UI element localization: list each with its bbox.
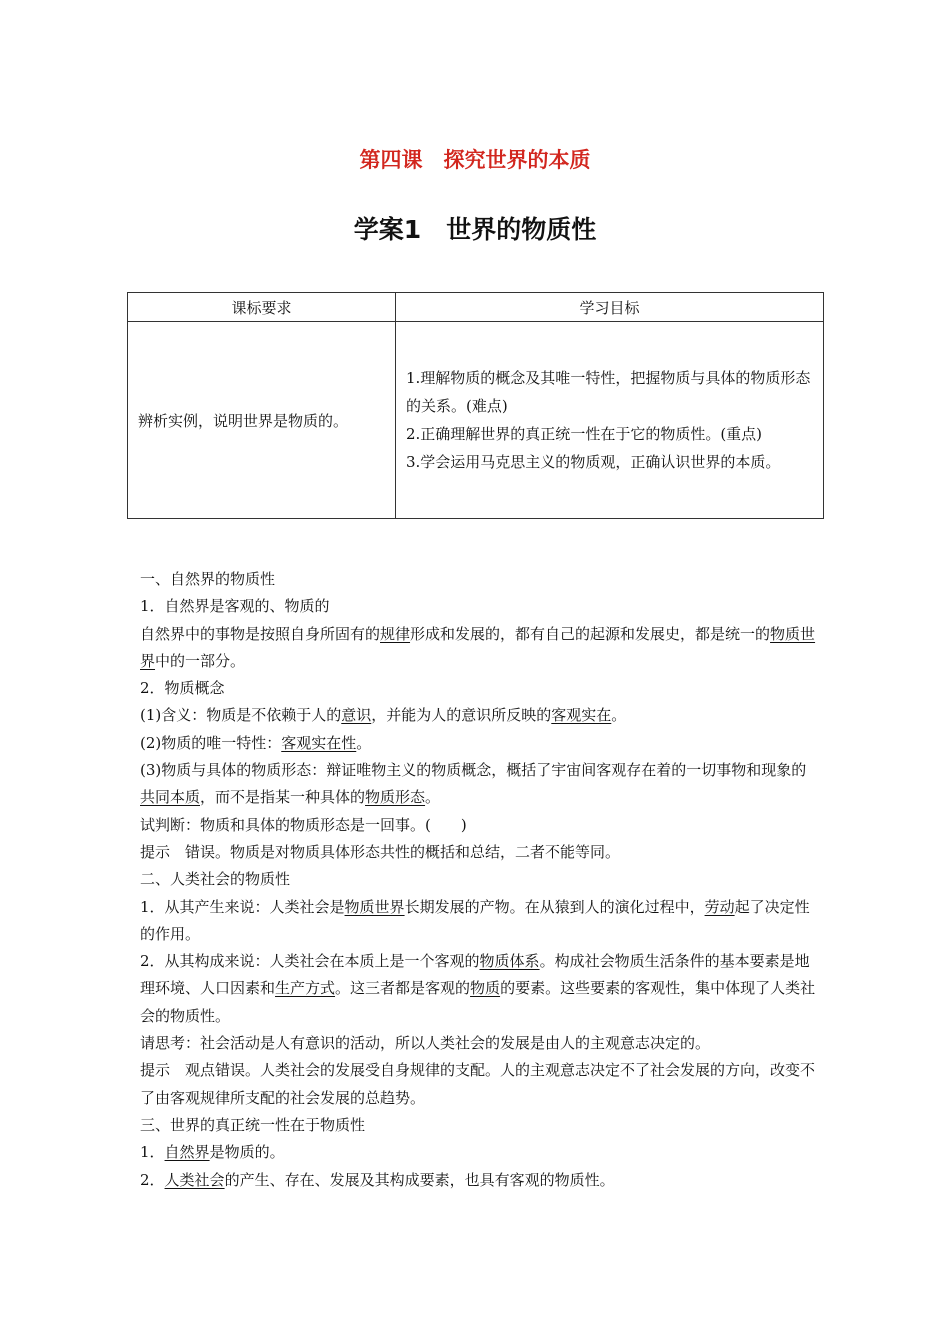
text: 1．: [140, 1143, 165, 1162]
text: 的要素。这些要素的客观性，集中体现了人类社会的物质性。: [140, 979, 816, 1025]
text: 。: [425, 788, 441, 807]
text: ，而不是指某一种具体的: [200, 788, 366, 807]
text: (3)物质与具体的物质形态：辩证唯物主义的物质概念，概括了宇宙间客观存在着的一切事物和现象的: [140, 761, 807, 780]
goal-item: 1.理解物质的概念及其唯一特性，把握物质与具体的物质形态的关系。(难点): [406, 369, 811, 415]
paragraph: [140, 1139, 820, 1166]
quiz-question: 试判断：物质和具体的物质形态是一回事。( ): [140, 815, 467, 834]
text: 。构成社会物质生活条件的基本要素是地理环境、人口因素和: [140, 952, 810, 998]
text: 2．从其构成来说：人类社会在本质上是一个客观的: [140, 952, 480, 971]
text: 起了决定性的作用。: [140, 897, 810, 943]
goal-item: 2.正确理解世界的真正统一性在于它的物质性。(重点): [406, 425, 763, 443]
paragraph: [140, 948, 820, 1030]
text: (1)含义：物质是不依赖于人的: [140, 706, 342, 725]
blank-answer: 劳动: [704, 897, 735, 916]
blank-answer: 物质形态: [365, 788, 426, 807]
text: 。: [356, 733, 372, 752]
requirement-cell: 辨析实例，说明世界是物质的。: [128, 322, 396, 519]
blank-answer: 客观实在性: [281, 733, 357, 752]
blank-answer: 客观实在: [551, 706, 612, 725]
paragraph: [140, 1167, 820, 1194]
section-heading: 二、人类社会的物质性: [140, 870, 291, 889]
hint: 提示 观点错误。人类社会的发展受自身规律的支配。人的主观意志决定不了社会发展的方向，改变不了由客观规律所支配的社会发展的总趋势。: [140, 1061, 816, 1107]
blank-answer: 物质世界: [140, 624, 816, 670]
table-body-row: [128, 322, 824, 519]
lesson-content: [140, 566, 820, 1194]
text: 长期发展的产物。在从猿到人的演化过程中，: [404, 897, 705, 916]
header-curriculum-requirement: 课标要求: [128, 293, 396, 322]
blank-answer: 物质世界: [344, 897, 405, 916]
section-heading: 三、世界的真正统一性在于物质性: [140, 1115, 366, 1134]
blank-answer: 物质: [470, 979, 501, 998]
text: 是物质的。: [209, 1143, 285, 1162]
think-question: 请思考：社会活动是人有意识的活动，所以人类社会的发展是由人的主观意志决定的。: [140, 1034, 711, 1053]
lesson-title: 学案1 世界的物质性: [353, 215, 597, 244]
table-header-row: [128, 293, 824, 322]
section-heading: 一、自然界的物质性: [140, 570, 276, 588]
paragraph: [140, 702, 820, 729]
paragraph: [140, 730, 820, 757]
text: 。: [611, 706, 627, 725]
blank-answer: 物质体系: [479, 952, 540, 971]
header-learning-goals: 学习目标: [396, 293, 824, 322]
objectives-table: [127, 292, 824, 519]
paragraph: 2．物质概念: [140, 679, 225, 698]
text: (2)物质的唯一特性：: [140, 733, 282, 752]
text: 形成和发展的，都有自己的起源和发展史，都是统一的: [410, 624, 771, 643]
text: 中的一部分。: [155, 651, 246, 670]
text: 2．: [140, 1170, 165, 1189]
goal-item: 3.学会运用马克思主义的物质观，正确认识世界的本质。: [406, 453, 781, 471]
blank-answer: 意识: [341, 706, 372, 725]
paragraph: 1．自然界是客观的、物质的: [140, 597, 330, 616]
text: 自然界中的事物是按照自身所固有的: [140, 624, 381, 643]
text: 的产生、存在、发展及其构成要素，也具有客观的物质性。: [224, 1170, 615, 1189]
text: 。这三者都是客观的: [335, 979, 471, 998]
blank-answer: 规律: [380, 624, 411, 643]
blank-answer: 生产方式: [275, 979, 336, 998]
blank-answer: 自然界: [164, 1143, 210, 1162]
blank-answer: 共同本质: [140, 788, 201, 807]
chapter-title: 第四课 探究世界的本质: [359, 148, 591, 172]
paragraph: [140, 757, 820, 812]
hint: 提示 错误。物质是对物质具体形态共性的概括和总结，二者不能等同。: [140, 842, 621, 861]
paragraph: [140, 621, 820, 676]
text: 1．从其产生来说：人类社会是: [140, 897, 345, 916]
blank-answer: 人类社会: [164, 1170, 225, 1189]
paragraph: [140, 894, 820, 949]
text: ，并能为人的意识所反映的: [371, 706, 552, 725]
goals-cell: [396, 322, 824, 519]
